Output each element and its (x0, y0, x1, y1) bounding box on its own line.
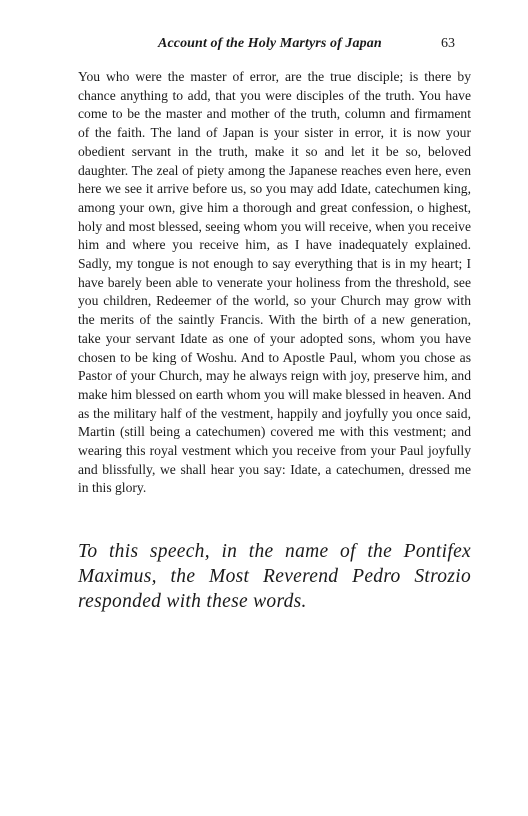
closing-paragraph: To this speech, in the name of the Pontifex Maximus, the Most Reverend Pedro Strozio responded with these words. (78, 541, 471, 612)
running-head (0, 36, 528, 56)
body-paragraph: You who were the master of error, are the true disciple; is there by chance anything to add, that you were disciples of the truth. You have come to be the master and mother of the truth, column and firmament of the faith. The land of Japan is your sister in error, it is now your obedient servant in the truth, make it so and let it be so, beloved daughter. The zeal of piety among the Japanese reaches even here, even here we see it arrive before us, so you may add Idate, catechumen king, among your own, give him a thorough and great confession, o highest, holy and most blessed, seeing whom you will receive, when you receive him and where you receive him, as I have inadequately explained. Sadly, my tongue is not enough to say everything that is in my heart; I have barely been able to venerate your holiness from the threshold, see you children, Redeemer of the world, so your Church may grow with the merits of the saintly Francis. With the birth of a new generation, take your servant Idate as one of your adopted sons, whom you have chosen to be king of Woshu. And to Apostle Paul, whom you chose as Pastor of your Church, may he always reign with joy, preserve him, and make him blessed on earth whom you will make blessed in heaven. And as the military half of the vestment, happily and joyfully you once said, Martin (still being a catechumen) covered me with this vestment; and wearing this royal vestment which you receive from your Paul joyfully and blissfully, we shall hear you say: Idate, a catechumen, dressed me in this glory. (78, 69, 471, 496)
page-number: 63 (441, 36, 455, 51)
running-title: Account of the Holy Martyrs of Japan (158, 36, 382, 51)
